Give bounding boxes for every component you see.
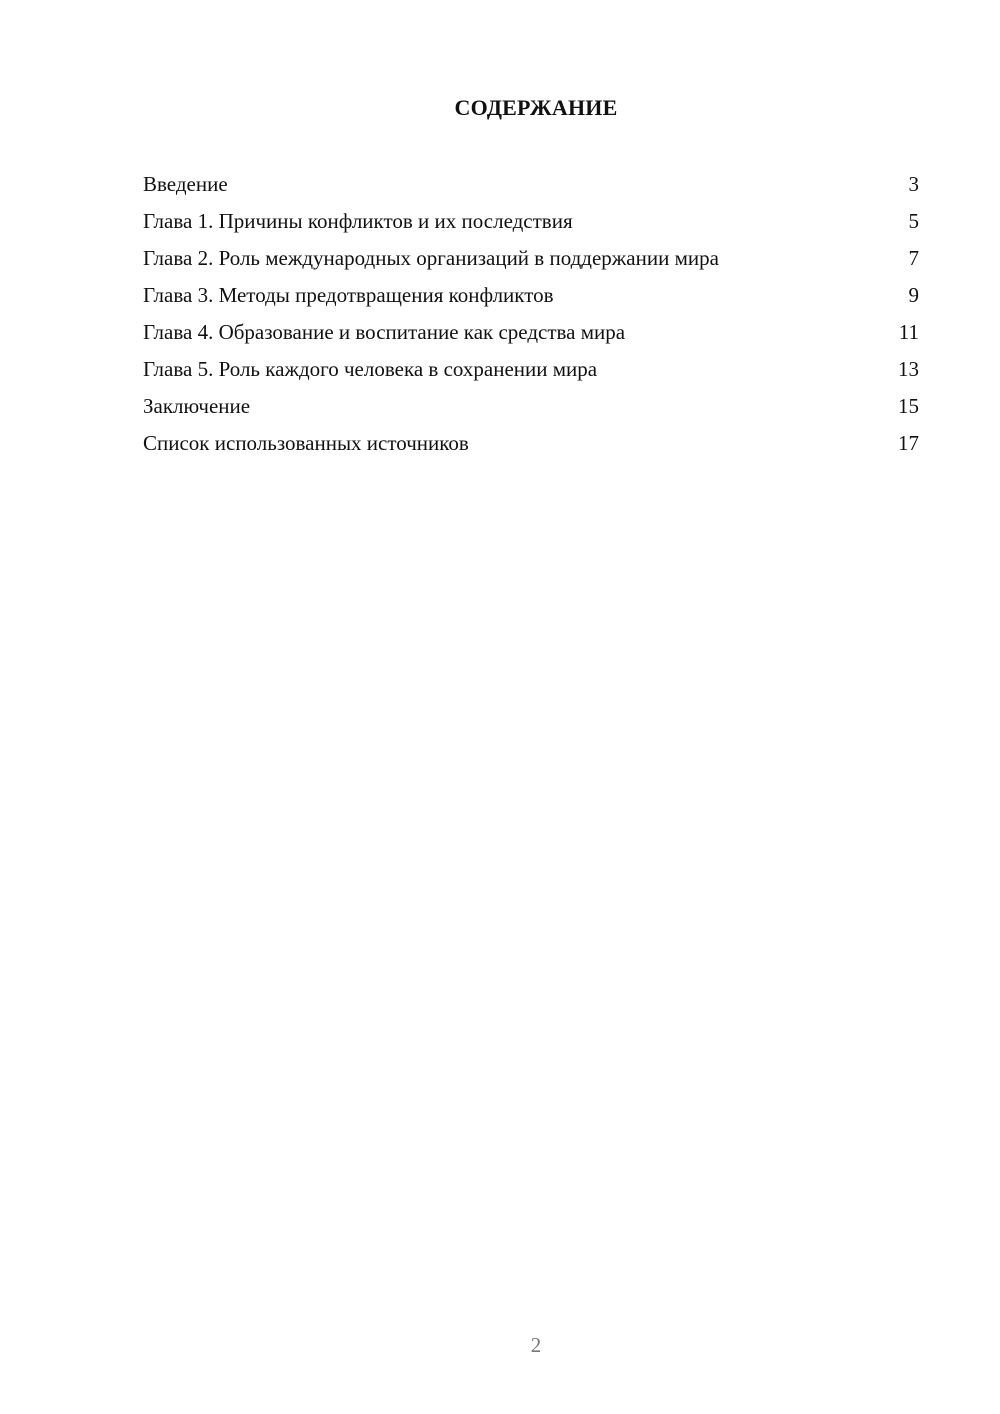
- toc-entry-text: Введение: [143, 172, 228, 196]
- toc-entry-chapter-4[interactable]: [143, 319, 919, 345]
- toc-entry-page: 15: [898, 394, 919, 418]
- toc-entry-page: 17: [898, 431, 919, 455]
- toc-entry-text: Глава 1. Причины конфликтов и их последствия: [143, 209, 573, 233]
- toc-entry-text: Глава 2. Роль международных организаций в поддержании мира: [143, 246, 719, 270]
- table-of-contents: [143, 171, 919, 467]
- toc-entry-references[interactable]: [143, 430, 919, 456]
- toc-entry-text: Глава 5. Роль каждого человека в сохранении мира: [143, 357, 598, 381]
- toc-entry-page: 7: [908, 246, 919, 270]
- toc-entry-page: 13: [898, 357, 919, 381]
- toc-entry-text: Список использованных источников: [143, 431, 469, 455]
- toc-entry-chapter-3[interactable]: [143, 282, 919, 308]
- toc-entry-page: 9: [908, 283, 919, 307]
- toc-entry-conclusion[interactable]: [143, 393, 919, 419]
- toc-entry-text: Заключение: [143, 394, 251, 418]
- toc-entry-text: Глава 3. Методы предотвращения конфликтов: [143, 283, 554, 307]
- toc-entry-page: 3: [908, 172, 919, 196]
- toc-entry-chapter-2[interactable]: [143, 245, 919, 271]
- toc-entry-page: 11: [898, 320, 919, 344]
- toc-title: СОДЕРЖАНИЕ: [454, 95, 618, 120]
- toc-entry-page: 5: [908, 209, 919, 233]
- toc-entry-chapter-5[interactable]: [143, 356, 919, 382]
- toc-entry-introduction[interactable]: [143, 171, 919, 197]
- toc-entry-chapter-1[interactable]: [143, 208, 919, 234]
- page-number: 2: [530, 1333, 542, 1357]
- toc-entry-text: Глава 4. Образование и воспитание как средства мира: [143, 320, 626, 344]
